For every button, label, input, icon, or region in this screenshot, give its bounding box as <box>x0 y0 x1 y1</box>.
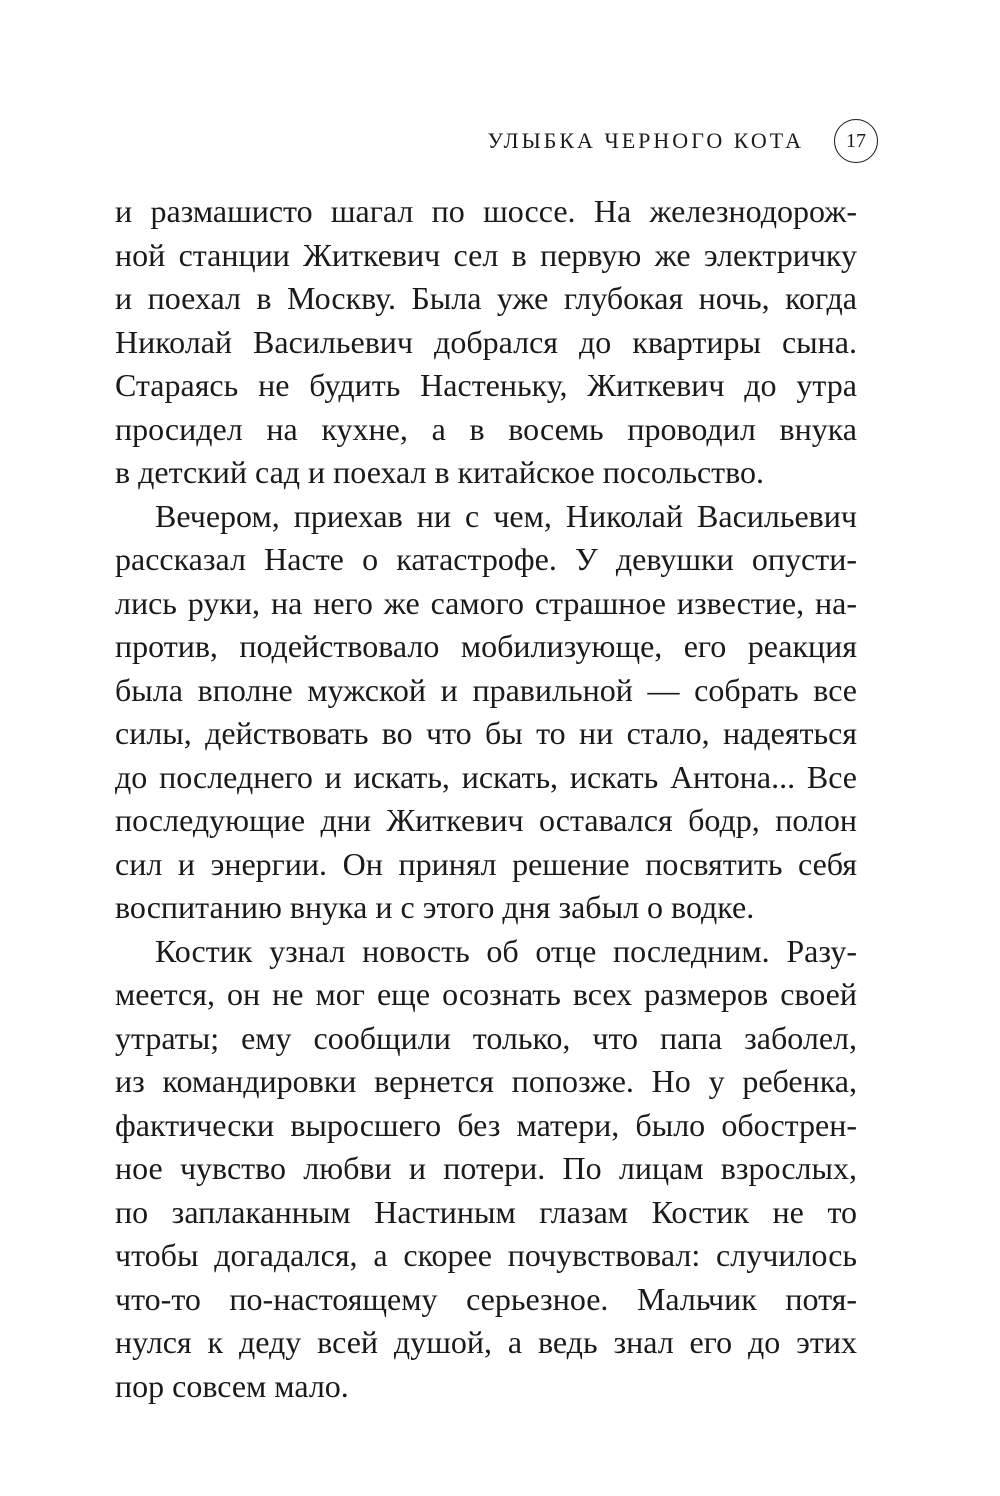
text-line: нулся к деду всей душой, а ведь знал его до этих <box>115 1324 857 1360</box>
text-line: лись руки, на него же самого страшное известие, на- <box>115 584 857 621</box>
text-line: ной станции Житкевич сел в первую же электричку <box>115 236 857 273</box>
text-line: что-то по-настоящему серьезное. Мальчик потя- <box>115 1280 857 1317</box>
body-text <box>115 190 857 1408</box>
text-line: и поехал в Москву. Была уже глубокая ночь, когда <box>115 280 857 316</box>
text-line: просидел на кухне, а в восемь проводил внука <box>115 410 857 447</box>
text-line: и размашисто шагал по шоссе. На железнодорож- <box>115 193 857 229</box>
text-line: по заплаканным Настиным глазам Костик не то <box>115 1193 857 1230</box>
text-line: против, подействовало мобилизующе, его реакция <box>115 628 857 664</box>
text-line: ное чувство любви и потери. По лицам взрослых, <box>115 1150 857 1186</box>
text-line: рассказал Насте о катастрофе. У девушки опусти- <box>115 541 857 577</box>
text-line: последующие дни Житкевич оставался бодр, полон <box>115 802 857 838</box>
text-line: Стараясь не будить Настеньку, Житкевич до утра <box>115 367 857 403</box>
text-line: утраты; ему сообщили только, что папа заболел, <box>115 1019 857 1056</box>
text-line: до последнего и искать, искать, искать Антона... Все <box>115 758 857 795</box>
page-number: 17 <box>834 119 878 163</box>
paragraph <box>115 495 857 930</box>
text-line: из командировки вернется попозже. Но у ребенка, <box>115 1063 857 1099</box>
page-header <box>488 116 878 166</box>
text-line: Вечером, приехав ни с чем, Николай Васильевич <box>155 497 857 534</box>
paragraph <box>115 190 857 495</box>
text-line: чтобы догадался, а скорее почувствовал: случилось <box>115 1237 857 1273</box>
text-line: меется, он не мог еще осознать всех размеров своей <box>115 976 857 1012</box>
text-line: Николай Васильевич добрался до квартиры сына. <box>115 323 857 360</box>
running-title: УЛЫБКА ЧЕРНОГО КОТА <box>487 128 804 153</box>
text-line: воспитанию внука и с этого дня забыл о водке. <box>115 889 755 925</box>
text-line: была вполне мужской и правильной — собрать все <box>115 671 857 708</box>
text-line: сил и энергии. Он принял решение посвятить себя <box>115 845 857 882</box>
text-line: пор совсем мало. <box>115 1367 349 1404</box>
text-line: силы, действовать во что бы то ни стало, надеяться <box>115 715 857 751</box>
text-line: фактически выросшего без матери, было обострен- <box>115 1106 857 1143</box>
text-line: Костик узнал новость об отце последним. Разу- <box>155 932 857 969</box>
text-line: в детский сад и поехал в китайское посольство. <box>115 454 765 490</box>
paragraph <box>115 930 857 1409</box>
